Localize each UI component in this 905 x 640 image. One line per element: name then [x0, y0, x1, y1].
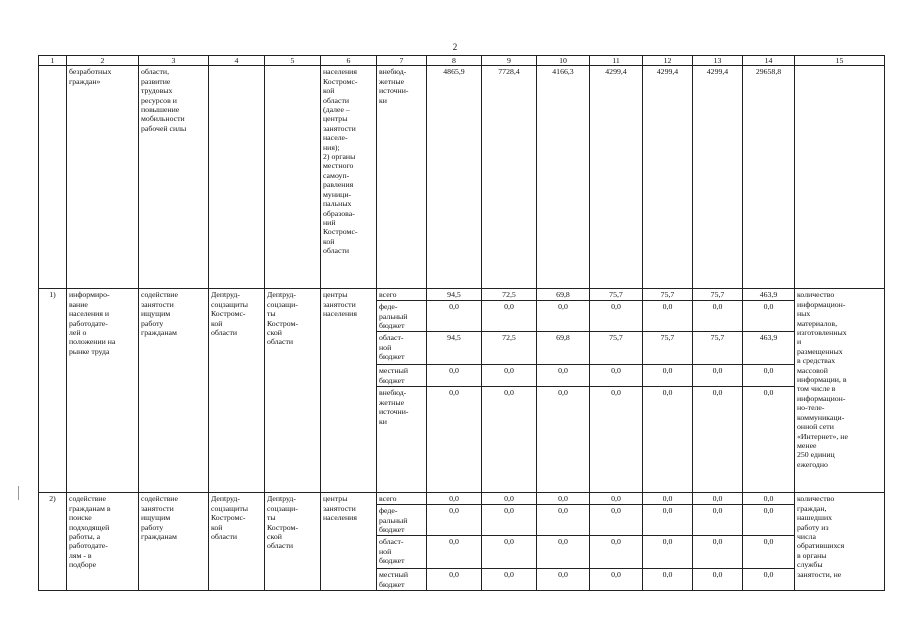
cell-value: 69,8 [537, 289, 590, 301]
cell-value: 0,0 [743, 301, 795, 332]
cell-value: 0,0 [693, 387, 743, 493]
cell-funding-source: внебюд- жетные источни- ки [377, 66, 427, 289]
cell-value: 0,0 [693, 505, 743, 536]
col-num: 2 [67, 56, 139, 66]
cell-value: 4166,3 [537, 66, 590, 289]
cell-value: 0,0 [537, 505, 590, 536]
cell-value: 0,0 [537, 301, 590, 332]
cell-value: 75,7 [643, 332, 693, 365]
cell-value: 0,0 [743, 387, 795, 493]
cell-executor: Депtруд- соцзащиты Костромс- кой области [209, 289, 265, 493]
cell-participants: центры занятости населения [321, 493, 377, 591]
cell-value: 0,0 [537, 365, 590, 387]
cell-value: 75,7 [693, 332, 743, 365]
cell-coexecutor: Депtруд- соцзащи- ты Костром- ской области [265, 493, 321, 591]
cell-value: 4865,9 [427, 66, 482, 289]
table-row [39, 493, 885, 505]
cell-value: 0,0 [482, 505, 537, 536]
col-num: 3 [139, 56, 209, 66]
cell-value: 4299,4 [590, 66, 643, 289]
cell-value: 0,0 [590, 301, 643, 332]
col-num: 8 [427, 56, 482, 66]
cell-value: 0,0 [590, 505, 643, 536]
cell-value: 0,0 [537, 569, 590, 591]
cell-value: 94,5 [427, 332, 482, 365]
cell-num: 2) [39, 493, 67, 591]
cell-num [39, 66, 67, 289]
cell-value: 0,0 [693, 301, 743, 332]
cell-funding-source: местный бюджет [377, 569, 427, 591]
cell-value: 4299,4 [693, 66, 743, 289]
cell-task: безработных граждан» [67, 66, 139, 289]
cell-value: 0,0 [590, 365, 643, 387]
cell-value: 0,0 [482, 569, 537, 591]
cell-value: 0,0 [643, 505, 693, 536]
cell-value: 0,0 [743, 505, 795, 536]
cell-coexecutor [265, 66, 321, 289]
cell-value: 0,0 [643, 365, 693, 387]
cell-value: 72,5 [482, 289, 537, 301]
cell-value: 0,0 [693, 536, 743, 569]
cell-value: 0,0 [427, 569, 482, 591]
cell-goal: содействие занятости ищущим работу гражданам [139, 289, 209, 493]
col-num: 11 [590, 56, 643, 66]
cell-value: 75,7 [693, 289, 743, 301]
col-num: 13 [693, 56, 743, 66]
continuation-row [39, 66, 885, 289]
col-num: 14 [743, 56, 795, 66]
cell-funding-source: феде- ральный бюджет [377, 301, 427, 332]
cell-value: 0,0 [590, 536, 643, 569]
cell-value: 75,7 [590, 332, 643, 365]
cell-value: 0,0 [693, 569, 743, 591]
cell-funding-source: област- ной бюджет [377, 332, 427, 365]
cell-num: 1) [39, 289, 67, 493]
cell-value: 0,0 [427, 505, 482, 536]
cell-indicator [795, 66, 885, 289]
cell-value: 7728,4 [482, 66, 537, 289]
scan-edge-mark [18, 486, 19, 500]
cell-value: 0,0 [482, 387, 537, 493]
cell-value: 0,0 [743, 365, 795, 387]
cell-value: 0,0 [743, 536, 795, 569]
cell-value: 0,0 [590, 569, 643, 591]
cell-value: 0,0 [482, 493, 537, 505]
cell-value: 75,7 [590, 289, 643, 301]
cell-value: 0,0 [590, 493, 643, 505]
cell-value: 0,0 [482, 365, 537, 387]
cell-value: 29658,8 [743, 66, 795, 289]
program-activities-table [38, 55, 885, 591]
table-row [39, 289, 885, 301]
cell-value: 0,0 [427, 536, 482, 569]
cell-value: 0,0 [643, 493, 693, 505]
col-num: 12 [643, 56, 693, 66]
cell-value: 0,0 [693, 365, 743, 387]
cell-value: 0,0 [643, 387, 693, 493]
cell-coexecutor: Депtруд- соцзащи- ты Костром- ской области [265, 289, 321, 493]
cell-indicator: количество информацион- ных материалов, изготовленных и размещенных в средствах массовой информации, в том числе в информацион- но-теле- коммуникаци- онной сети «Интернет», не менее 250 единиц ежегодно [795, 289, 885, 493]
cell-funding-source: област- ной бюджет [377, 536, 427, 569]
cell-goal: области, развитие трудовых ресурсов и повышение мобильности рабочей силы [139, 66, 209, 289]
cell-participants: населения Костромс- кой области (далее – центры занятости населе- ния); 2) органы местного самоуп- равления муници- пальных образова- ний Костромс- кой области [321, 66, 377, 289]
cell-funding-source: всего [377, 289, 427, 301]
cell-value: 463,9 [743, 332, 795, 365]
cell-value: 0,0 [590, 387, 643, 493]
cell-value: 4299,4 [643, 66, 693, 289]
col-num: 1 [39, 56, 67, 66]
cell-value: 0,0 [482, 536, 537, 569]
cell-task: информиро- вание населения и работодате- лей о положении на рынке труда [67, 289, 139, 493]
cell-value: 0,0 [427, 365, 482, 387]
cell-value: 0,0 [427, 301, 482, 332]
cell-indicator: количество граждан, нашедших работу из числа обратившихся в органы службы занятости, не [795, 493, 885, 591]
cell-funding-source: местный бюджет [377, 365, 427, 387]
col-num: 10 [537, 56, 590, 66]
col-num: 4 [209, 56, 265, 66]
cell-value: 75,7 [643, 289, 693, 301]
col-num: 7 [377, 56, 427, 66]
cell-value: 0,0 [537, 493, 590, 505]
cell-value: 0,0 [643, 569, 693, 591]
cell-value: 72,5 [482, 332, 537, 365]
cell-value: 69,8 [537, 332, 590, 365]
cell-task: содействие гражданам в поиске подходящей работы, а работодате- лям - в подборе [67, 493, 139, 591]
column-numbers-row [39, 56, 885, 66]
page-number: 2 [452, 42, 458, 52]
col-num: 9 [482, 56, 537, 66]
cell-participants: центры занятости населения [321, 289, 377, 493]
cell-value: 0,0 [693, 493, 743, 505]
cell-executor: Депtруд- соцзащиты Костромс- кой области [209, 493, 265, 591]
cell-funding-source: всего [377, 493, 427, 505]
cell-value: 0,0 [537, 387, 590, 493]
cell-value: 0,0 [427, 387, 482, 493]
cell-funding-source: феде- ральный бюджет [377, 505, 427, 536]
col-num: 15 [795, 56, 885, 66]
col-num: 6 [321, 56, 377, 66]
col-num: 5 [265, 56, 321, 66]
cell-value: 0,0 [643, 536, 693, 569]
cell-value: 0,0 [643, 301, 693, 332]
cell-value: 0,0 [482, 301, 537, 332]
cell-value: 0,0 [743, 569, 795, 591]
cell-executor [209, 66, 265, 289]
cell-goal: содействие занятости ищущим работу гражданам [139, 493, 209, 591]
cell-value: 94,5 [427, 289, 482, 301]
cell-funding-source: внебюд- жетные источни- ки [377, 387, 427, 493]
cell-value: 0,0 [427, 493, 482, 505]
cell-value: 0,0 [537, 536, 590, 569]
cell-value: 0,0 [743, 493, 795, 505]
cell-value: 463,9 [743, 289, 795, 301]
